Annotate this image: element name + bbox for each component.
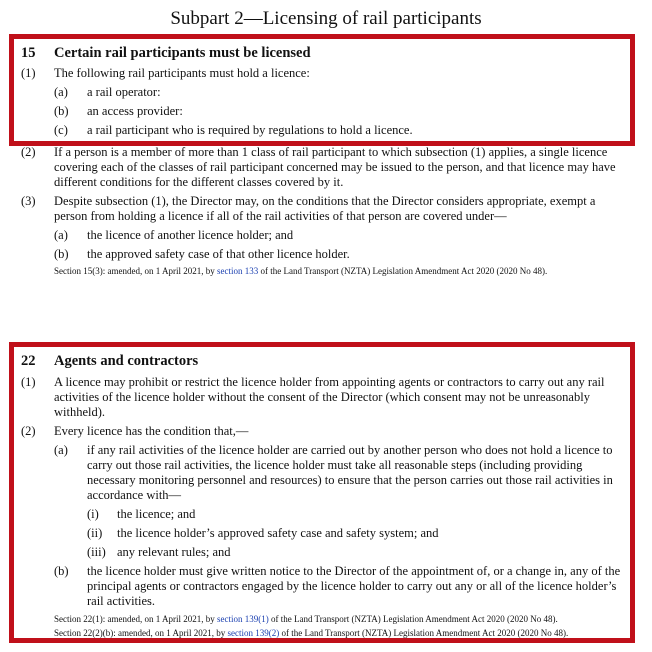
subsection-text: If a person is a member of more than 1 class of rail participant to which subsection (1) applies, a single licence covering each of the classes of rail participant concerned may be issued to the person, and that licence may have different conditions for the different classes covered by it. xyxy=(54,145,616,189)
paragraph-text: the approved safety case of that other licence holder. xyxy=(87,247,350,261)
subsection-label: (2) xyxy=(21,424,36,438)
section-22-heading xyxy=(21,353,629,370)
section-number: 22 xyxy=(21,353,36,369)
subsection-3 xyxy=(21,194,629,224)
section-15 xyxy=(21,45,629,277)
paragraph-b xyxy=(21,104,629,119)
note-suffix: of the Land Transport (NZTA) Legislation Amendment Act 2020 (2020 No 48). xyxy=(279,628,569,638)
subpart-title: Subpart 2—Licensing of rail participants xyxy=(170,8,482,29)
paragraph-label: (c) xyxy=(54,123,68,137)
section-22 xyxy=(21,353,629,639)
section-title: Agents and contractors xyxy=(54,353,199,369)
amendment-note xyxy=(21,627,629,639)
subsection-label: (1) xyxy=(21,66,36,80)
note-prefix: Section 15(3): amended, on 1 April 2021, by xyxy=(54,266,217,276)
subparagraph-label: (iii) xyxy=(87,545,106,559)
subsection-2 xyxy=(21,145,629,190)
subparagraph-ii xyxy=(21,526,629,541)
paragraph-b xyxy=(21,564,629,609)
subsection-label: (2) xyxy=(21,145,36,159)
paragraph-text: a rail participant who is required by regulations to hold a licence. xyxy=(87,123,413,137)
paragraph-label: (a) xyxy=(54,228,68,242)
paragraph-label: (a) xyxy=(54,85,68,99)
paragraph-label: (a) xyxy=(54,443,68,457)
section-15-heading xyxy=(21,45,629,62)
subsection-text: Every licence has the condition that,— xyxy=(54,424,249,438)
subparagraph-iii xyxy=(21,545,629,560)
paragraph-text: the licence of another licence holder; and xyxy=(87,228,294,242)
section-number: 15 xyxy=(21,45,36,61)
subsection-label: (3) xyxy=(21,194,36,208)
paragraph-text: a rail operator: xyxy=(87,85,161,99)
paragraph-a xyxy=(21,85,629,100)
paragraph-a xyxy=(21,228,629,243)
paragraph-text: the licence holder must give written notice to the Director of the appointment of, or a change in, any of the principal agents or contractors engaged by the licence holder to carry out any or all of the licence holder’s rail activities. xyxy=(87,564,621,608)
subsection-text: The following rail participants must hold a licence: xyxy=(54,66,310,80)
section-link[interactable]: section 139(2) xyxy=(227,628,280,638)
section-title: Certain rail participants must be licensed xyxy=(54,45,311,61)
paragraph-c xyxy=(21,123,629,138)
subsection-1 xyxy=(21,375,629,420)
note-prefix: Section 22(1): amended, on 1 April 2021, by xyxy=(54,614,217,624)
paragraph-label: (b) xyxy=(54,564,69,578)
paragraph-label: (b) xyxy=(54,247,69,261)
subsection-text: A licence may prohibit or restrict the licence holder from appointing agents or contractors to carry out any rail activities of the licence holder without the consent of the Director (which consent may not be unreasonably withheld). xyxy=(54,375,605,419)
paragraph-label: (b) xyxy=(54,104,69,118)
note-prefix: Section 22(2)(b): amended, on 1 April 2021, by xyxy=(54,628,228,638)
paragraph-text: if any rail activities of the licence holder are carried out by another person who does not hold a licence to carry out those rail activities, the licence holder must take all reasonable steps (including providing necessary monitoring personnel and resources) to ensure that the person carries out those rail activities in accordance with— xyxy=(87,443,613,502)
paragraph-b xyxy=(21,247,629,262)
subparagraph-text: the licence holder’s approved safety case and safety system; and xyxy=(117,526,439,540)
note-suffix: of the Land Transport (NZTA) Legislation Amendment Act 2020 (2020 No 48). xyxy=(268,614,558,624)
subparagraph-label: (i) xyxy=(87,507,99,521)
paragraph-a xyxy=(21,443,629,503)
section-link[interactable]: section 139(1) xyxy=(216,614,269,624)
section-link[interactable]: section 133 xyxy=(216,266,259,276)
subsection-text: Despite subsection (1), the Director may, on the conditions that the Director considers appropriate, exempt a person from holding a licence if all of the rail activities of that person are covered under— xyxy=(54,194,596,223)
subparagraph-text: the licence; and xyxy=(117,507,196,521)
subsection-2 xyxy=(21,424,629,439)
paragraph-text: an access provider: xyxy=(87,104,183,118)
subsection-1 xyxy=(21,66,629,81)
subsection-label: (1) xyxy=(21,375,36,389)
subparagraph-label: (ii) xyxy=(87,526,103,540)
subparagraph-i xyxy=(21,507,629,522)
amendment-note xyxy=(21,613,629,625)
note-suffix: of the Land Transport (NZTA) Legislation Amendment Act 2020 (2020 No 48). xyxy=(258,266,548,276)
subparagraph-text: any relevant rules; and xyxy=(117,545,231,559)
amendment-note xyxy=(21,265,629,277)
